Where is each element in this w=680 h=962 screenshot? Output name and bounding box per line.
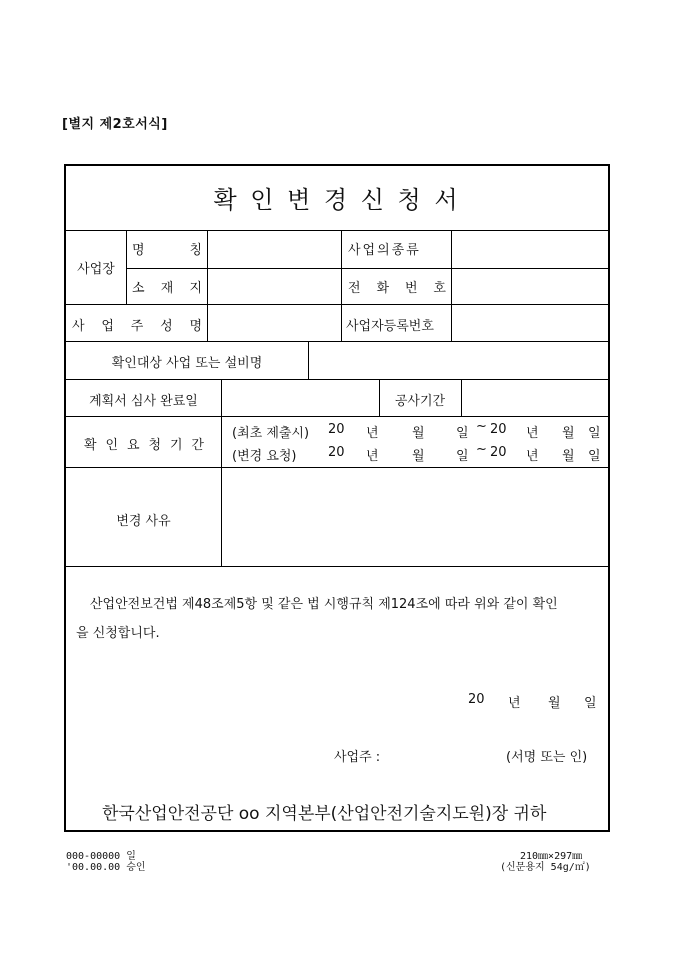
owner-name-label: 사 업 주 성 명 <box>72 319 202 334</box>
divider <box>451 230 452 341</box>
divider <box>66 379 610 380</box>
year-prefix[interactable]: 20 <box>490 445 507 460</box>
row-prefix: (최초 제출시) <box>232 426 310 441</box>
attachment-label: [별지 제2호서식] <box>62 117 168 132</box>
request-period-label: 확 인 요 청 기 간 <box>84 438 204 453</box>
location-field[interactable] <box>211 270 337 302</box>
day-unit: 일 <box>456 449 469 464</box>
name-label: 명 칭 <box>132 243 202 258</box>
divider <box>341 230 342 341</box>
form-number: 000-00000 일 <box>66 851 136 862</box>
change-reason-label: 변경 사유 <box>116 514 171 529</box>
business-type-field[interactable] <box>455 232 605 266</box>
construction-label: 공사기간 <box>394 394 446 409</box>
sign-note: (서명 또는 인) <box>506 750 588 765</box>
biz-reg-field[interactable] <box>455 307 605 339</box>
divider <box>66 416 610 417</box>
divider <box>66 341 610 342</box>
review-date-field[interactable] <box>225 382 375 414</box>
tilde: ~ <box>476 419 487 434</box>
row-prefix: (변경 요청) <box>232 449 297 464</box>
month-unit: 월 <box>562 426 575 441</box>
construction-field[interactable] <box>465 382 605 414</box>
date-month-unit: 월 <box>548 696 561 711</box>
divider <box>66 230 610 231</box>
statement-line-2: 을 신청합니다. <box>76 626 160 641</box>
request-period-row-change <box>232 442 601 464</box>
year-unit: 년 <box>526 449 539 464</box>
divider <box>207 230 208 341</box>
year-unit: 년 <box>526 426 539 441</box>
date-day-unit: 일 <box>584 696 597 711</box>
divider <box>66 467 610 468</box>
day-unit: 일 <box>588 449 601 464</box>
location-label: 소 재 지 <box>132 281 202 296</box>
phone-field[interactable] <box>455 270 605 302</box>
change-reason-field[interactable] <box>225 471 605 563</box>
month-unit: 월 <box>562 449 575 464</box>
divider <box>221 379 222 566</box>
day-unit: 일 <box>456 426 469 441</box>
form-title: 확 인 변 경 신 청 서 <box>213 186 461 214</box>
year-prefix[interactable]: 20 <box>328 445 345 460</box>
divider <box>461 379 462 416</box>
business-type-label: 사업의종류 <box>348 243 421 258</box>
year-prefix[interactable]: 20 <box>490 422 507 437</box>
target-label: 확인대상 사업 또는 설비명 <box>111 356 263 371</box>
workplace-label: 사업장 <box>77 262 115 277</box>
divider <box>126 230 127 304</box>
application-form <box>64 164 610 832</box>
owner-name-field[interactable] <box>211 307 337 339</box>
year-unit: 년 <box>366 449 379 464</box>
name-field[interactable] <box>211 232 337 266</box>
day-unit: 일 <box>588 426 601 441</box>
paper-size: 210㎜×297㎜ <box>520 851 583 862</box>
statement-line-1: 산업안전보건법 제48조제5항 및 같은 법 시행규칙 제124조에 따라 위와 같이 확인 <box>90 597 558 612</box>
year-prefix[interactable]: 20 <box>328 422 345 437</box>
review-date-label: 계획서 심사 완료일 <box>89 394 198 409</box>
date-year-prefix[interactable]: 20 <box>468 692 485 707</box>
divider <box>66 566 610 567</box>
paper-type: (신문용지 54g/㎡) <box>500 862 591 873</box>
biz-reg-label: 사업자등록번호 <box>346 319 434 334</box>
divider <box>308 341 309 379</box>
approval-date: '00.00.00 승인 <box>66 862 146 873</box>
divider <box>66 304 610 305</box>
month-unit: 월 <box>412 449 425 464</box>
recipient: 한국산업안전공단 oo 지역본부(산업안전기술지도원)장 귀하 <box>102 804 547 824</box>
request-period-row-initial <box>232 419 601 441</box>
month-unit: 월 <box>412 426 425 441</box>
target-field[interactable] <box>312 344 606 377</box>
tilde: ~ <box>476 442 487 457</box>
divider <box>126 268 610 269</box>
year-unit: 년 <box>366 426 379 441</box>
signer-label: 사업주 : <box>334 750 381 765</box>
phone-label: 전 화 번 호 <box>348 281 446 296</box>
date-year-unit: 년 <box>508 696 521 711</box>
